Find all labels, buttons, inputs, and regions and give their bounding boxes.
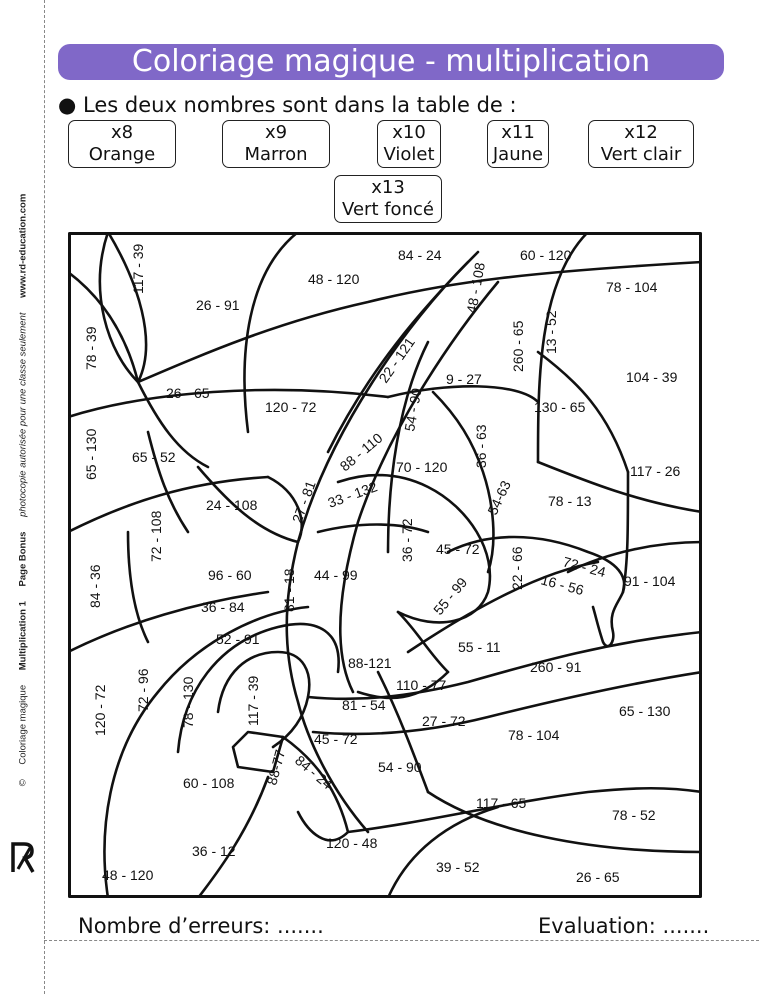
errors-count: Nombre d’erreurs: ....... <box>78 914 324 938</box>
legend-table: x11 <box>501 122 535 143</box>
region-label: 36 - 12 <box>192 843 236 859</box>
region-label: 48 - 120 <box>308 271 360 287</box>
region-label: 9 - 27 <box>446 371 482 387</box>
region-label: 48 - 108 <box>463 261 488 315</box>
region-label: 120 - 72 <box>265 399 317 415</box>
region-label: 78 - 13 <box>548 493 592 509</box>
sidebar-license: photocopie autorisée pour une classe seulement <box>17 312 29 517</box>
region-label: 78 - 39 <box>83 326 99 370</box>
region-label: 16 - 56 <box>539 571 586 599</box>
region-label: 39 - 52 <box>436 859 480 875</box>
region-label: 260 - 65 <box>510 320 526 372</box>
legend-color: Marron <box>244 144 308 165</box>
region-label: 45 - 72 <box>314 731 358 747</box>
region-label: 36 - 84 <box>201 599 245 615</box>
region-label: 78 - 130 <box>180 676 196 728</box>
region-label: 84 - 36 <box>87 564 103 608</box>
legend-color: Vert foncé <box>342 199 434 220</box>
region-label: 26 - 65 <box>166 385 210 401</box>
region-label: 26 - 91 <box>196 297 240 313</box>
region-label: 96 - 60 <box>208 567 252 583</box>
region-label: 78 - 104 <box>508 727 560 743</box>
region-label: 65 - 130 <box>83 428 99 480</box>
region-label: 78 - 52 <box>612 807 656 823</box>
legend-color: Violet <box>383 144 435 165</box>
region-label: 91 - 104 <box>624 573 676 589</box>
evaluation-score: Evaluation: ....... <box>538 914 710 938</box>
region-label: 60 - 120 <box>520 247 572 263</box>
region-label: 36 - 63 <box>473 424 489 468</box>
region-label: 72 - 108 <box>148 510 164 562</box>
region-label: 60 - 108 <box>183 775 235 791</box>
region-label: 22 - 66 <box>509 546 525 590</box>
region-label: 88-77 <box>263 748 289 787</box>
region-label: 70 - 120 <box>396 459 448 475</box>
legend-table: x9 <box>264 122 288 143</box>
region-label: 84 - 24 <box>292 752 336 793</box>
region-label: 54 - 90 <box>378 759 422 775</box>
region-label: 33 - 132 <box>325 478 380 511</box>
sidebar-level: Multiplication 1 <box>17 601 29 671</box>
page-title: Coloriage magique - multiplication <box>58 44 724 80</box>
region-label: 78 - 104 <box>606 279 658 295</box>
region-label: 88 - 110 <box>336 429 386 475</box>
region-label: 117 - 39 <box>245 675 261 726</box>
region-label: 81 - 18 <box>281 568 297 612</box>
legend-x8 <box>68 120 176 168</box>
coloring-picture <box>68 232 702 898</box>
region-label: 88-121 <box>348 655 392 671</box>
region-label: 81 - 54 <box>342 697 386 713</box>
legend-x12 <box>588 120 694 168</box>
region-label: 13 - 52 <box>543 310 559 354</box>
legend-x11 <box>487 120 549 168</box>
legend-x10 <box>377 120 441 168</box>
region-label: 120 - 48 <box>326 835 378 851</box>
region-label: 45 - 72 <box>436 541 480 557</box>
region-label: 120 - 72 <box>92 684 108 736</box>
region-label: 52 - 91 <box>216 631 260 647</box>
region-label: 65 - 52 <box>132 449 176 465</box>
region-label: 130 - 65 <box>534 399 586 415</box>
region-label: 36 - 72 <box>399 518 415 562</box>
legend-color: Vert clair <box>600 144 682 165</box>
copyright-symbol: © <box>17 779 29 787</box>
legend-x13 <box>334 175 442 223</box>
region-label: 117 - 65 <box>476 795 527 811</box>
region-labels <box>83 243 681 885</box>
bottom-divider <box>44 940 759 941</box>
instruction-text <box>58 92 517 118</box>
legend-color: Orange <box>88 144 156 165</box>
region-label: 22 - 121 <box>375 334 418 386</box>
region-label: 104 - 39 <box>626 369 678 385</box>
legend-table: x8 <box>110 122 134 143</box>
region-label: 65 - 130 <box>619 703 671 719</box>
rd-logo-icon <box>10 840 36 874</box>
region-label: 117 - 26 <box>630 463 681 479</box>
legend-color: Jaune <box>492 144 544 165</box>
region-label: 54 - 90 <box>401 386 425 433</box>
legend-table: x13 <box>371 177 405 198</box>
region-label: 24 - 108 <box>206 497 258 513</box>
region-label: 27 - 72 <box>422 713 466 729</box>
region-label: 48 - 120 <box>102 867 154 883</box>
region-label: 72 - 24 <box>561 553 608 581</box>
sidebar-subject: Coloriage magique <box>17 684 29 765</box>
legend-table: x12 <box>624 122 658 143</box>
region-label: 26 - 65 <box>576 869 620 885</box>
region-label: 54-63 <box>484 478 514 518</box>
sidebar-strip <box>0 0 45 994</box>
region-label: 27 - 81 <box>288 478 319 526</box>
region-label: 117 - 39 <box>130 243 146 294</box>
region-label: 110 - 77 <box>396 677 447 693</box>
sidebar-credits <box>18 80 29 900</box>
sidebar-page: Page Bonus <box>17 531 29 587</box>
legend-x9 <box>222 120 330 168</box>
region-label: 260 - 91 <box>530 659 582 675</box>
instruction-label: Les deux nombres sont dans la table de : <box>83 93 517 117</box>
region-label: 44 - 99 <box>314 567 358 583</box>
region-label: 55 - 11 <box>458 639 501 655</box>
sidebar-site: www.rd-education.com <box>17 193 29 298</box>
region-label: 55 - 99 <box>430 574 471 618</box>
region-label: 72 - 96 <box>135 668 151 712</box>
region-label: 84 - 24 <box>398 247 442 263</box>
legend-table: x10 <box>392 122 426 143</box>
bullet-icon: ● <box>58 93 77 117</box>
